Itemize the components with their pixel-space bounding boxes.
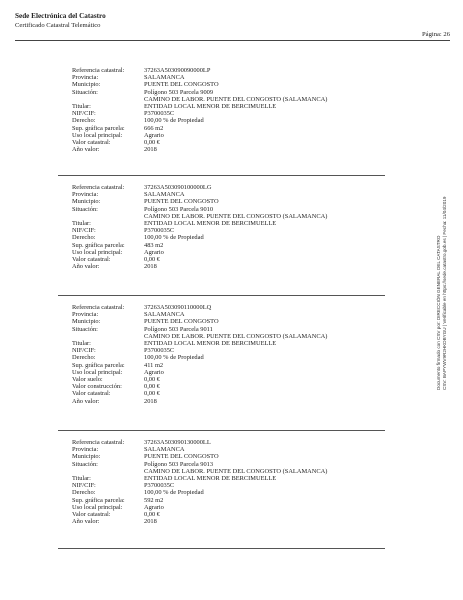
- row-nif: [72, 110, 392, 117]
- record-divider: [58, 175, 385, 176]
- value: PUENTE DEL CONGOSTO: [144, 81, 219, 89]
- label: Municipio:: [72, 198, 101, 206]
- row-titular: [72, 340, 392, 347]
- row-derecho: [72, 489, 392, 496]
- row-anio: [72, 518, 392, 525]
- value: 2018: [144, 397, 157, 405]
- row-uso: [72, 369, 392, 376]
- value: 0,00 €: [144, 376, 160, 384]
- value: 37263A503090130000LL: [144, 439, 211, 446]
- label: Uso local principal:: [72, 131, 123, 139]
- row-derecho: [72, 234, 392, 241]
- label: Provincia:: [72, 311, 99, 319]
- value: P3700035C: [144, 110, 175, 118]
- label: Titular:: [72, 103, 91, 111]
- record-3: [72, 304, 392, 405]
- value: 411 m2: [144, 361, 164, 369]
- value: CAMINO DE LABOR. PUENTE DEL CONGOSTO (SALAMANCA): [144, 467, 328, 475]
- label: Año valor:: [72, 397, 100, 405]
- value: 100,00 % de Propiedad: [144, 117, 204, 125]
- row-anio: [72, 398, 392, 405]
- label: Sup. gráfica parcela:: [72, 361, 125, 369]
- value: ENTIDAD LOCAL MENOR DE BERCIMUELLE: [144, 340, 277, 348]
- row-provincia: [72, 191, 392, 198]
- row-provincia: [72, 446, 392, 453]
- label: Valor catastral:: [72, 139, 111, 147]
- header-title: Sede Electrónica del Catastro: [15, 12, 106, 20]
- csv-note-line-2: CSV: BAPYWV9R2HKDBYGU | Verificable en https://sede.catastro.gob.es | Fecha: 11/04/2019: [441, 196, 447, 390]
- value: 37263A503090090000LP: [144, 67, 211, 74]
- label: Derecho:: [72, 354, 96, 362]
- row-situacion: [72, 461, 392, 468]
- row-provincia: [72, 74, 392, 81]
- label: Derecho:: [72, 117, 96, 125]
- label: Valor catastral:: [72, 390, 111, 398]
- value: Polígono 503 Parcela 9011: [144, 325, 213, 333]
- row-sup-parcela: [72, 242, 392, 249]
- value: SALAMANCA: [144, 191, 185, 199]
- row-situacion: [72, 326, 392, 333]
- record-divider: [58, 295, 385, 296]
- value: 0,00 €: [144, 139, 160, 147]
- label: Valor catastral:: [72, 511, 111, 519]
- row-situacion: [72, 89, 392, 96]
- label: Valor construcción:: [72, 383, 122, 391]
- csv-note-line-1: Documento firmado con CSV por: DIRECCIÓN GENERAL DEL CATASTRO: [436, 235, 441, 390]
- label: NIF/CIF:: [72, 347, 96, 355]
- row-nif: [72, 482, 392, 489]
- label: Situación:: [72, 88, 98, 96]
- label: Sup. gráfica parcela:: [72, 241, 125, 249]
- label: Valor suelo:: [72, 376, 103, 384]
- label: Provincia:: [72, 74, 99, 82]
- csv-verification-note: [436, 197, 447, 390]
- record-1: [72, 67, 392, 153]
- value: SALAMANCA: [144, 446, 185, 454]
- label: Titular:: [72, 340, 91, 348]
- row-titular: [72, 220, 392, 227]
- row-valor-construccion: [72, 383, 392, 390]
- row-titular: [72, 103, 392, 110]
- label: Referencia catastral:: [72, 439, 125, 446]
- value: CAMINO DE LABOR. PUENTE DEL CONGOSTO (SALAMANCA): [144, 212, 328, 220]
- row-situacion-2: [72, 468, 392, 475]
- label: Situación:: [72, 460, 98, 468]
- value: ENTIDAD LOCAL MENOR DE BERCIMUELLE: [144, 475, 277, 483]
- row-uso: [72, 504, 392, 511]
- row-valor-catastral: [72, 390, 392, 397]
- row-valor-catastral: [72, 511, 392, 518]
- record-divider: [58, 548, 385, 549]
- value: 37263A503090110000LQ: [144, 304, 212, 311]
- label: NIF/CIF:: [72, 227, 96, 235]
- value: P3700035C: [144, 227, 175, 235]
- row-situacion: [72, 206, 392, 213]
- row-situacion-2: [72, 333, 392, 340]
- label: Sup. gráfica parcela:: [72, 496, 125, 504]
- row-sup-parcela: [72, 497, 392, 504]
- label: Uso local principal:: [72, 503, 123, 511]
- record-2: [72, 184, 392, 270]
- label: Año valor:: [72, 146, 100, 154]
- value: ENTIDAD LOCAL MENOR DE BERCIMUELLE: [144, 103, 277, 111]
- label: Uso local principal:: [72, 248, 123, 256]
- header-block: [15, 12, 106, 30]
- row-uso: [72, 249, 392, 256]
- label: Referencia catastral:: [72, 304, 125, 311]
- value: Agrario: [144, 131, 164, 139]
- value: 100,00 % de Propiedad: [144, 489, 204, 497]
- value: 0,00 €: [144, 390, 160, 398]
- value: CAMINO DE LABOR. PUENTE DEL CONGOSTO (SALAMANCA): [144, 332, 328, 340]
- label: Provincia:: [72, 191, 99, 199]
- row-derecho: [72, 354, 392, 361]
- row-municipio: [72, 198, 392, 205]
- label: Provincia:: [72, 446, 99, 454]
- value: 100,00 % de Propiedad: [144, 354, 204, 362]
- value: 2018: [144, 518, 157, 526]
- row-valor-catastral: [72, 256, 392, 263]
- record-4: [72, 439, 392, 525]
- label: NIF/CIF:: [72, 110, 96, 118]
- record-divider: [58, 430, 385, 431]
- row-situacion-2: [72, 96, 392, 103]
- label: Año valor:: [72, 263, 100, 271]
- row-valor-suelo: [72, 376, 392, 383]
- row-municipio: [72, 81, 392, 88]
- value: Polígono 503 Parcela 9009: [144, 88, 214, 96]
- value: PUENTE DEL CONGOSTO: [144, 318, 219, 326]
- label: Municipio:: [72, 453, 101, 461]
- row-anio: [72, 146, 392, 153]
- label: Uso local principal:: [72, 368, 123, 376]
- label: Situación:: [72, 205, 98, 213]
- header-divider: [15, 40, 450, 41]
- row-ref: [72, 184, 392, 191]
- value: P3700035C: [144, 482, 175, 490]
- value: 0,00 €: [144, 383, 160, 391]
- row-situacion-2: [72, 213, 392, 220]
- row-sup-parcela: [72, 125, 392, 132]
- value: Agrario: [144, 503, 164, 511]
- row-ref: [72, 304, 392, 311]
- value: 2018: [144, 263, 157, 271]
- label: Situación:: [72, 325, 98, 333]
- page-number: Página: 26: [421, 31, 450, 38]
- row-anio: [72, 263, 392, 270]
- row-sup-parcela: [72, 362, 392, 369]
- value: 483 m2: [144, 241, 164, 249]
- label: NIF/CIF:: [72, 482, 96, 490]
- label: Municipio:: [72, 318, 101, 326]
- value: Polígono 503 Parcela 9010: [144, 205, 214, 213]
- label: Derecho:: [72, 234, 96, 242]
- label: Referencia catastral:: [72, 67, 125, 74]
- value: SALAMANCA: [144, 311, 185, 319]
- row-municipio: [72, 453, 392, 460]
- row-nif: [72, 227, 392, 234]
- value: 100,00 % de Propiedad: [144, 234, 204, 242]
- row-provincia: [72, 311, 392, 318]
- value: Agrario: [144, 248, 164, 256]
- header-subtitle: Certificado Catastral Telemático: [15, 22, 101, 29]
- value: 2018: [144, 146, 157, 154]
- value: Agrario: [144, 368, 164, 376]
- label: Derecho:: [72, 489, 96, 497]
- value: ENTIDAD LOCAL MENOR DE BERCIMUELLE: [144, 220, 277, 228]
- label: Valor catastral:: [72, 256, 111, 264]
- value: PUENTE DEL CONGOSTO: [144, 453, 219, 461]
- label: Titular:: [72, 220, 91, 228]
- value: Polígono 503 Parcela 9013: [144, 460, 214, 468]
- row-uso: [72, 132, 392, 139]
- row-valor-catastral: [72, 139, 392, 146]
- row-municipio: [72, 318, 392, 325]
- row-titular: [72, 475, 392, 482]
- value: 0,00 €: [144, 511, 160, 519]
- value: 0,00 €: [144, 256, 160, 264]
- row-ref: [72, 439, 392, 446]
- value: CAMINO DE LABOR. PUENTE DEL CONGOSTO (SALAMANCA): [144, 95, 328, 103]
- value: 592 m2: [144, 496, 164, 504]
- label: Titular:: [72, 475, 91, 483]
- value: SALAMANCA: [144, 74, 185, 82]
- label: Municipio:: [72, 81, 101, 89]
- label: Sup. gráfica parcela:: [72, 124, 125, 132]
- row-derecho: [72, 117, 392, 124]
- row-nif: [72, 347, 392, 354]
- label: Año valor:: [72, 518, 100, 526]
- value: 666 m2: [144, 124, 164, 132]
- row-ref: [72, 67, 392, 74]
- label: Referencia catastral:: [72, 184, 125, 191]
- value: PUENTE DEL CONGOSTO: [144, 198, 219, 206]
- value: P3700035C: [144, 347, 175, 355]
- value: 37263A503090100000LG: [144, 184, 212, 191]
